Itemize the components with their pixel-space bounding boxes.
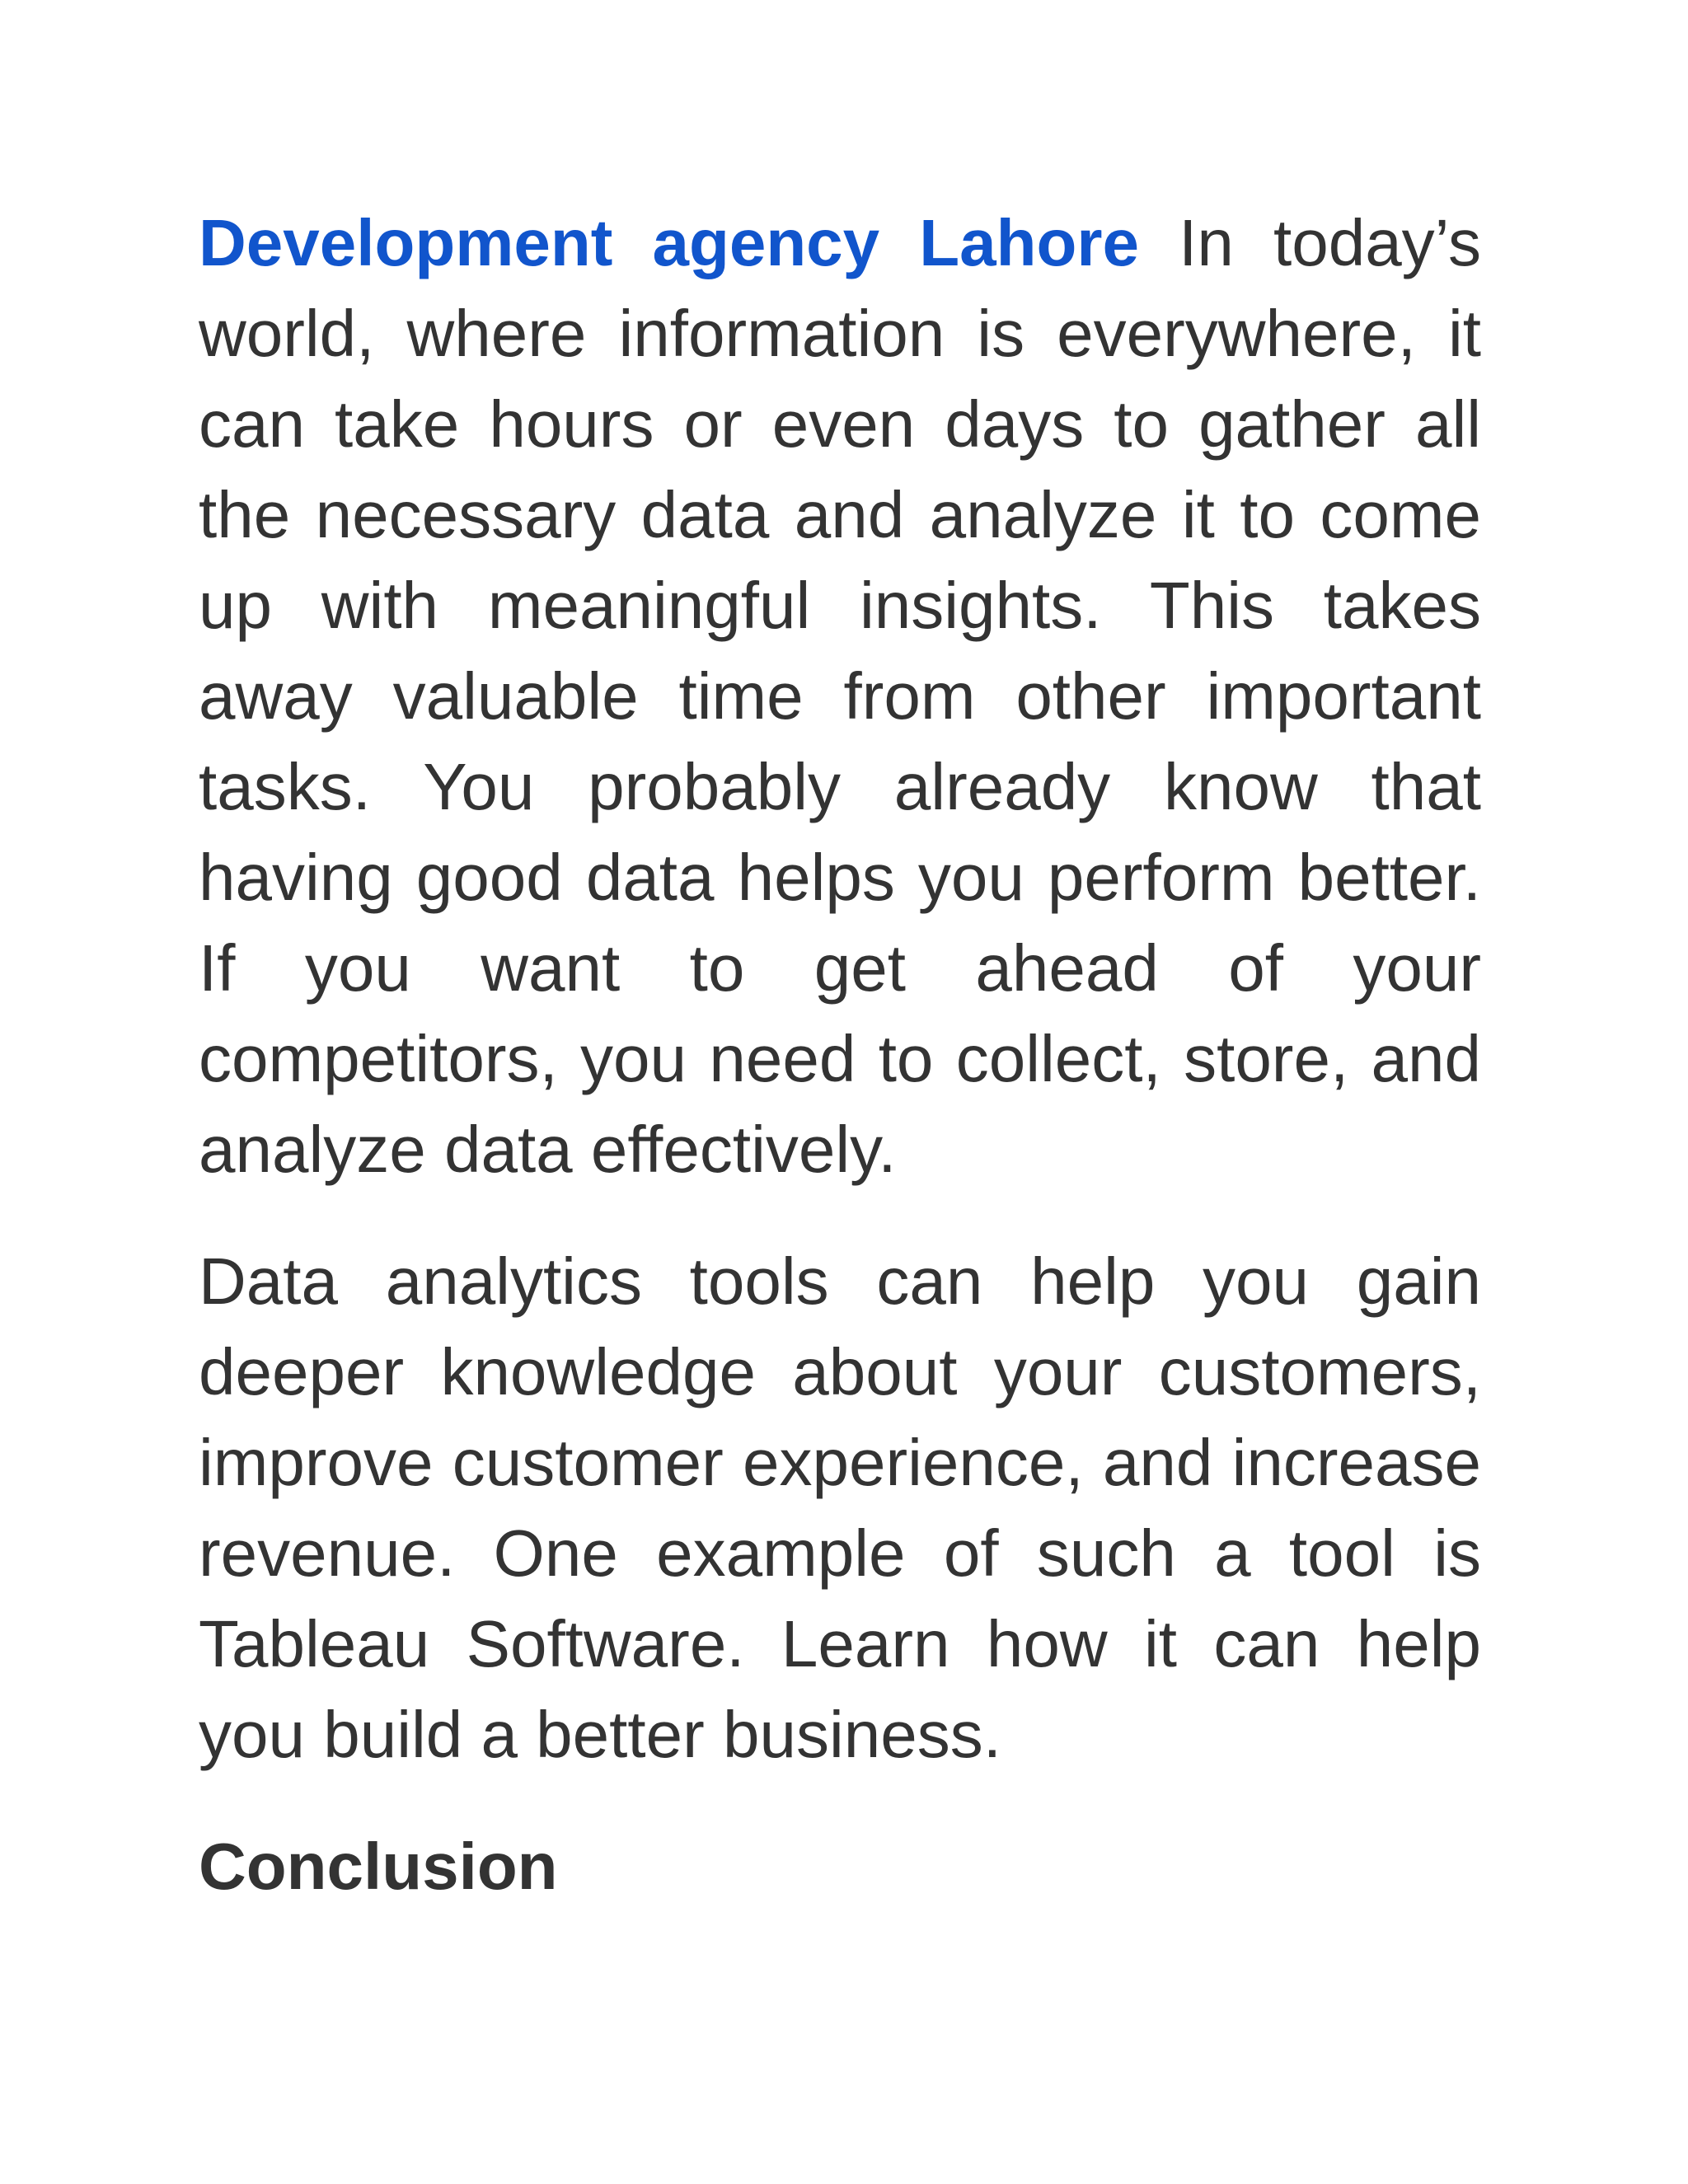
development-agency-link[interactable]: Development agency Lahore xyxy=(199,206,1140,279)
paragraph-analytics xyxy=(199,1236,1481,1780)
section-heading-conclusion: Conclusion xyxy=(199,1830,558,1903)
paragraph-intro-text: In today’s world, where information is everywhere, it can take hours or even days to gather all the necessary data and analyze it to come up with meaningful insights. This takes away valuable time from other important tasks. You probably already know that having good data helps you perform better. If you want to get ahead of your competitors, you need to collect, store, and analyze data effectively. xyxy=(199,206,1482,1186)
paragraph-analytics-text: Data analytics tools can help you gain deeper knowledge about your customers, improve customer experience, and increase revenue. One example of such a tool is Tableau Software. Learn how it can help you build a better business. xyxy=(199,1244,1481,1771)
paragraph-intro xyxy=(199,198,1481,1195)
document-page xyxy=(199,198,1481,1912)
